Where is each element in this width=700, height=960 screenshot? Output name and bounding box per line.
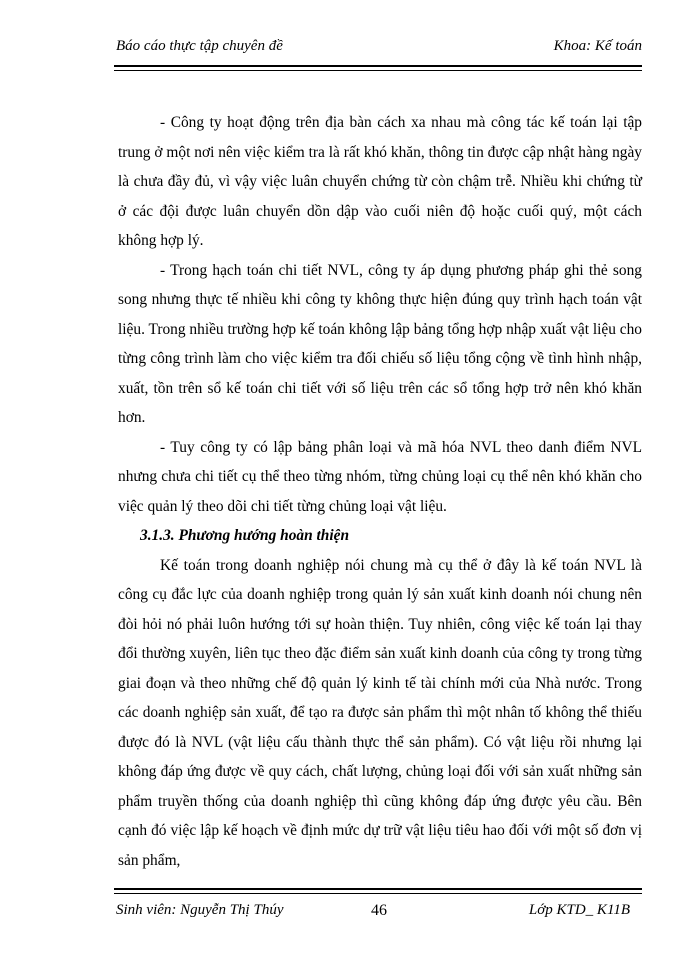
paragraph-2: - Trong hạch toán chi tiết NVL, công ty áp dụng phương pháp ghi thẻ song song nhưng thực tế nhiều khi công ty không thực hiện đúng quy trình hạch toán vật liệu. Trong nhiều trường hợp kế toán không lập bảng tổng hợp nhập xuất vật liệu cho từng công trình làm cho việc kiểm tra đối chiếu số liệu tổng cộng về tình hình nhập, xuất, tồn trên sổ kế toán chi tiết với số liệu trên các sổ tổng hợp trở nên khó khăn hơn. [118,261,642,426]
footer-student-name: Sinh viên: Nguyễn Thị Thúy [116,902,284,918]
page-number: 46 [371,902,387,919]
page-header [116,38,642,64]
paragraph-4: Kế toán trong doanh nghiệp nói chung mà cụ thể ở đây là kế toán NVL là công cụ đắc lực của doanh nghiệp trong quản lý sản xuất kinh doanh nói chung nên đòi hỏi nó phải luôn hướng tới sự hoàn thiện. Tuy nhiên, công việc kế toán lại thay đổi thường xuyên, liên tục theo đặc điểm sản xuất kinh doanh của công ty trong từng giai đoạn và theo những chế độ quản lý kinh tế tài chính mới của Nhà nước. Trong các doanh nghiệp sản xuất, để tạo ra được sản phẩm thì một nhân tố không thể thiếu được đó là NVL (vật liệu cấu thành thực thể sản phẩm). Có vật liệu rồi nhưng lại không đáp ứng được về quy cách, chất lượng, chủng loại đối với sản xuất những sản phẩm truyền thống của doanh nghiệp thì cũng không đáp ứng được yêu cầu. Bên cạnh đó việc lập kế hoạch về định mức dự trữ vật liệu tiêu hao đối với một số đơn vị sản phẩm, [118,556,642,869]
header-divider [114,65,642,71]
page-body [118,108,642,875]
page-footer [116,902,642,926]
header-faculty: Khoa: Kế toán [553,38,642,54]
paragraph-1: - Công ty hoạt động trên địa bàn cách xa nhau mà công tác kế toán lại tập trung ở một nơi nên việc kiểm tra là rất khó khăn, thông tin được cập nhật hàng ngày là chưa đầy đủ, vì vậy việc luân chuyển chứng từ còn chậm trễ. Nhiều khi chứng từ ở các đội được luân chuyển dồn dập vào cuối niên độ hoặc cuối quý, một cách không hợp lý. [118,114,642,249]
header-report-title: Báo cáo thực tập chuyên đề [116,38,283,54]
footer-divider [114,888,642,894]
footer-class: Lớp KTD_ K11B [528,902,630,918]
section-heading: 3.1.3. Phương hướng hoàn thiện [140,527,350,544]
paragraph-3: - Tuy công ty có lập bảng phân loại và mã hóa NVL theo danh điểm NVL nhưng chưa chi tiết cụ thể theo từng nhóm, từng chủng loại cụ thể nên khó khăn cho việc quản lý theo dõi chi tiết từng chủng loại vật liệu. [118,438,642,515]
